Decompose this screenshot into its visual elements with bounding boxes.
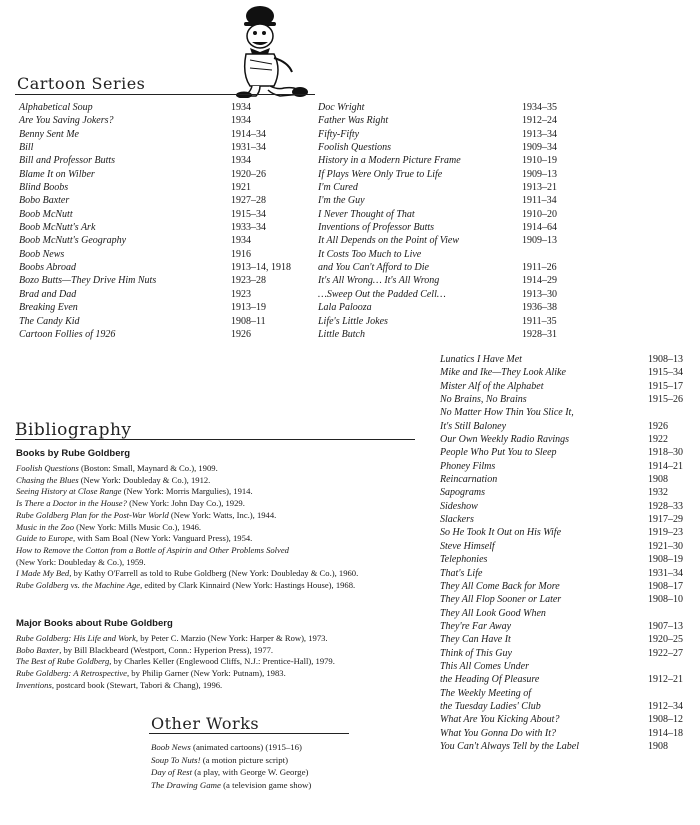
book-title: Day of Rest	[151, 767, 193, 778]
book-details: (animated cartoons) (1915–16)	[190, 742, 302, 752]
series-years: 1914–18	[648, 727, 683, 739]
series-years: 1912–21	[648, 674, 683, 686]
series-item	[318, 101, 574, 114]
series-title: Boob McNutt's Geography	[19, 235, 127, 247]
series-item	[19, 154, 291, 167]
other-work-entry	[151, 766, 311, 779]
book-entry	[16, 568, 358, 580]
series-item	[318, 181, 574, 194]
series-title: I Never Thought of That	[318, 208, 415, 220]
series-item	[19, 288, 291, 301]
series-title: Foolish Questions	[318, 142, 392, 154]
series-item	[440, 633, 690, 646]
series-title: Doc Wright	[318, 102, 365, 113]
series-years: 1934	[231, 235, 251, 247]
series-item	[440, 433, 690, 446]
series-years: 1916	[231, 248, 251, 260]
book-title: Soup To Nuts!	[151, 754, 201, 765]
book-title: Music in the Zoo	[16, 521, 75, 532]
series-title: They All Look Good When They're Far Away	[440, 607, 546, 632]
series-years: 1931–34	[648, 567, 683, 579]
book-details: (New York: Watts, Inc.), 1944.	[168, 509, 277, 520]
series-item	[318, 128, 574, 141]
book-entry	[16, 668, 335, 680]
series-years: 1911–26	[522, 262, 557, 274]
book-title: The Best of Rube Goldberg	[16, 656, 110, 667]
book-details: , by Peter C. Marzio (New York: Harper & Row), 1973.	[135, 633, 328, 643]
series-item	[318, 154, 574, 167]
series-item	[318, 274, 574, 287]
series-item	[440, 406, 690, 433]
series-item	[318, 328, 574, 341]
book-details: , by Philip Garner (New York: Putnam), 1983.	[126, 668, 286, 679]
cartoon-series-column-1	[19, 101, 291, 341]
series-title: Sideshow	[440, 500, 478, 512]
other-works-heading: Other Works	[151, 714, 260, 733]
book-entry	[16, 633, 335, 645]
series-years: 1908–12	[648, 714, 683, 726]
series-years: 1934	[231, 102, 251, 113]
series-item	[19, 168, 291, 181]
book-details: (a play, with George W. George)	[192, 767, 309, 778]
series-item	[19, 101, 291, 114]
series-item	[318, 168, 574, 181]
book-details: (Boston: Small, Maynard & Co.), 1909.	[78, 463, 218, 473]
series-years: 1915–26	[648, 394, 683, 406]
book-entry	[16, 475, 358, 487]
series-title: Bobo Baxter	[19, 195, 70, 207]
series-item	[440, 526, 690, 539]
book-title: The Drawing Game	[151, 779, 221, 790]
series-title: Reincarnation	[440, 474, 498, 486]
series-years: 1927–28	[231, 195, 266, 207]
book-title: Rube Goldberg Plan for the Post-War World	[16, 509, 169, 520]
series-title: No Brains, No Brains	[440, 394, 527, 406]
series-title: They All Flop Sooner or Later	[440, 594, 562, 606]
series-title: Inventions of Professor Butts	[318, 222, 435, 234]
series-years: 1910–20	[522, 208, 557, 220]
series-years: 1915–17	[648, 380, 683, 392]
series-years: 1913–19	[231, 302, 266, 314]
series-years: 1920–25	[648, 634, 683, 646]
book-details: , by Bill Blackbeard (Westport, Conn.: Hyperion Press), 1977.	[59, 644, 274, 655]
cartoon-series-column-3	[440, 353, 690, 753]
series-item	[318, 141, 574, 154]
series-title: Benny Sent Me	[19, 128, 79, 140]
series-years: 1913–21	[522, 182, 557, 194]
other-work-entry	[151, 741, 311, 754]
series-item	[440, 460, 690, 473]
series-item	[19, 234, 291, 247]
series-years: 1914–21	[648, 460, 683, 472]
other-works-rule	[149, 733, 349, 734]
series-item	[440, 446, 690, 459]
series-title: What You Gonna Do with It?	[440, 727, 557, 739]
series-title: Are You Saving Jokers?	[19, 115, 114, 127]
series-item	[440, 593, 690, 606]
series-title: Alphabetical Soup	[19, 102, 93, 113]
series-years: 1913–14, 1918	[231, 262, 291, 274]
cartoon-series-rule	[15, 94, 315, 95]
series-item	[19, 181, 291, 194]
series-title: Father Was Right	[318, 115, 389, 127]
series-years: 1909–13	[522, 168, 557, 180]
book-entry	[16, 463, 358, 475]
bibliography-heading: Bibliography	[15, 420, 132, 440]
book-title: Rube Goldberg: His Life and Work	[16, 633, 136, 643]
series-years: 1934–35	[522, 102, 557, 113]
book-title: Rube Goldberg: A Retrospective	[16, 668, 127, 679]
book-details: (New York: Morris Margulies), 1914.	[121, 486, 253, 497]
series-years: 1928–31	[522, 328, 557, 340]
series-title: Bill and Professor Butts	[19, 155, 116, 167]
series-item	[440, 660, 690, 687]
series-title: Boob McNutt's Ark	[19, 222, 96, 234]
series-title: Blame It on Wilber	[19, 168, 95, 180]
series-title: Slackers	[440, 514, 474, 526]
series-item	[19, 274, 291, 287]
series-item	[19, 328, 291, 341]
series-years: 1928–33	[648, 500, 683, 512]
series-years: 1934	[231, 155, 251, 167]
series-item	[440, 513, 690, 526]
book-entry	[16, 656, 335, 668]
book-details: (a television game show)	[220, 779, 312, 790]
series-years: 1921	[231, 182, 251, 194]
series-title: …Sweep Out the Padded Cell…	[318, 288, 446, 300]
series-title: It's All Wrong… It's All Wrong	[318, 275, 440, 287]
series-years: 1926	[231, 328, 251, 340]
series-title: History in a Modern Picture Frame	[318, 155, 461, 167]
series-title: The Weekly Meeting of the Tuesday Ladies' Club	[440, 687, 541, 712]
series-years: 1918–30	[648, 447, 683, 459]
series-item	[440, 486, 690, 499]
series-years: 1908	[648, 474, 668, 486]
series-title: Fifty-Fifty	[318, 128, 360, 140]
series-years: 1915–34	[648, 367, 683, 379]
series-title: The Candy Kid	[19, 315, 80, 327]
series-title: Think of This Guy	[440, 647, 512, 659]
book-entry	[16, 486, 358, 498]
book-title: Rube Goldberg vs. the Machine Age	[16, 580, 141, 591]
books-about-list	[16, 633, 335, 692]
series-title: Mister Alf of the Alphabet	[440, 380, 544, 392]
series-item	[318, 234, 574, 247]
book-details: , postcard book (Stewart, Tabori & Chang), 1996.	[51, 679, 223, 690]
book-title: Boob News	[151, 742, 191, 752]
series-title: They All Come Back for More	[440, 580, 560, 592]
series-years: 1923–28	[231, 275, 266, 287]
series-item	[440, 473, 690, 486]
book-entry	[16, 510, 358, 522]
book-entry	[16, 645, 335, 657]
series-years: 1908–10	[648, 594, 683, 606]
series-item	[19, 261, 291, 274]
series-years: 1920–26	[231, 168, 266, 180]
series-item	[440, 713, 690, 726]
series-years: 1914–34	[231, 128, 266, 140]
series-title: Little Butch	[318, 328, 365, 340]
series-years: 1917–29	[648, 514, 683, 526]
series-title: Lunatics I Have Met	[440, 354, 522, 365]
book-details: (New York: Mills Music Co.), 1946.	[74, 521, 202, 532]
series-title: I'm Cured	[318, 182, 358, 194]
book-title: Is There a Doctor in the House?	[16, 498, 127, 509]
series-years: 1922	[648, 434, 668, 446]
series-item	[318, 315, 574, 328]
series-item	[318, 114, 574, 127]
series-years: 1934	[231, 115, 251, 127]
series-item	[440, 540, 690, 553]
series-title: Our Own Weekly Radio Ravings	[440, 434, 570, 446]
series-years: 1911–35	[522, 315, 557, 327]
series-item	[19, 248, 291, 261]
series-years: 1912–24	[522, 115, 557, 127]
books-about-heading: Major Books about Rube Goldberg	[16, 618, 173, 629]
series-years: 1915–34	[231, 208, 266, 220]
series-title: Phoney Films	[440, 460, 496, 472]
series-years: 1921–30	[648, 540, 683, 552]
book-title: Seeing History at Close Range	[16, 486, 122, 497]
book-details: , with Sam Boal (New York: Vanguard Press), 1954.	[72, 533, 253, 544]
book-details: (New York: John Day Co.), 1929.	[126, 498, 245, 509]
series-years: 1922–27	[648, 647, 683, 659]
series-item	[440, 366, 690, 379]
book-details: , by Kathy O'Farrell as told to Rube Goldberg (New York: Doubleday & Co.), 1960.	[69, 568, 359, 579]
other-work-entry	[151, 779, 311, 792]
book-entry	[16, 580, 358, 592]
series-years: 1910–19	[522, 155, 557, 167]
book-title: Guide to Europe	[16, 533, 73, 544]
books-by-list	[16, 463, 358, 592]
other-works-list	[151, 741, 311, 791]
series-item	[440, 553, 690, 566]
book-entry	[16, 680, 335, 692]
series-title: Steve Himself	[440, 540, 495, 552]
book-entry	[16, 533, 358, 545]
series-title: It Costs Too Much to Live and You Can't Afford to Die	[318, 248, 429, 274]
series-title: Cartoon Follies of 1926	[19, 328, 116, 340]
series-years: 1909–13	[522, 235, 557, 247]
series-years: 1914–29	[522, 275, 557, 287]
series-title: What Are You Kicking About?	[440, 714, 560, 726]
series-title: Boobs Abroad	[19, 262, 76, 274]
series-title: If Plays Were Only True to Life	[318, 168, 443, 180]
series-years: 1932	[648, 487, 668, 499]
cartoon-series-column-2	[318, 101, 574, 341]
book-details: (New York: Doubleday & Co.), 1912.	[78, 474, 211, 485]
series-years: 1908	[648, 740, 668, 752]
series-title: This All Comes Under the Heading Of Pleasure	[440, 660, 540, 686]
series-item	[440, 500, 690, 513]
series-title: Life's Little Jokes	[318, 315, 388, 327]
series-item	[318, 194, 574, 207]
book-details: (a motion picture script)	[200, 754, 289, 765]
series-item	[440, 393, 690, 406]
book-title: Chasing the Blues	[16, 474, 79, 485]
book-title: Inventions	[16, 679, 52, 690]
bibliography-rule	[15, 439, 415, 440]
book-entry	[16, 545, 358, 557]
series-item	[19, 221, 291, 234]
series-item	[318, 248, 574, 275]
book-title: How to Remove the Cotton from a Bottle of Aspirin and Other Problems Solved	[16, 544, 289, 555]
series-item	[19, 301, 291, 314]
series-item	[440, 647, 690, 660]
book-entry	[16, 522, 358, 534]
series-years: 1919–23	[648, 527, 683, 539]
book-details: (New York: Doubleday & Co.), 1959.	[16, 556, 146, 567]
series-item	[318, 288, 574, 301]
series-title: It All Depends on the Point of View	[318, 235, 459, 247]
book-title: Foolish Questions	[16, 463, 79, 473]
book-title: Bobo Baxter	[16, 644, 60, 655]
series-item	[19, 208, 291, 221]
series-title: Mike and Ike—They Look Alike	[440, 367, 566, 379]
cartoon-character-illustration	[222, 4, 314, 98]
series-title: Boob McNutt	[19, 208, 73, 220]
series-title: Blind Boobs	[19, 182, 69, 194]
book-entry	[16, 557, 358, 569]
series-years: 1908–13	[648, 354, 683, 365]
series-years: 1908–11	[231, 315, 266, 327]
series-title: That's Life	[440, 567, 483, 579]
book-title: I Made My Bed	[16, 568, 70, 579]
other-work-entry	[151, 754, 311, 767]
series-years: 1907–13	[648, 620, 683, 632]
series-title: Boob News	[19, 248, 65, 260]
series-item	[318, 208, 574, 221]
series-item	[19, 194, 291, 207]
series-years: 1931–34	[231, 142, 266, 154]
series-years: 1936–38	[522, 302, 557, 314]
series-years: 1909–34	[522, 142, 557, 154]
series-item	[440, 380, 690, 393]
series-title: You Can't Always Tell by the Label	[440, 740, 580, 752]
series-years: 1913–34	[522, 128, 557, 140]
series-title: Telephonies	[440, 554, 488, 566]
series-years: 1908–19	[648, 554, 683, 566]
series-item	[440, 580, 690, 593]
series-title: They Can Have It	[440, 634, 511, 646]
series-item	[440, 607, 690, 634]
cartoon-series-heading: Cartoon Series	[17, 74, 146, 93]
series-years: 1912–34	[648, 700, 683, 712]
series-title: Sapograms	[440, 487, 486, 499]
series-item	[440, 567, 690, 580]
series-years: 1914–64	[522, 222, 557, 234]
series-title: Lala Palooza	[318, 302, 372, 314]
series-title: I'm the Guy	[318, 195, 365, 207]
book-details: , edited by Clark Kinnaird (New York: Hastings House), 1968.	[140, 580, 356, 591]
series-title: Brad and Dad	[19, 288, 77, 300]
series-years: 1913–30	[522, 288, 557, 300]
series-title: So He Took It Out on His Wife	[440, 527, 562, 539]
series-item	[318, 221, 574, 234]
series-years: 1908–17	[648, 580, 683, 592]
book-details: , by Charles Keller (Englewood Cliffs, N.J.: Prentice-Hall), 1979.	[109, 656, 335, 667]
series-item	[19, 141, 291, 154]
series-years: 1923	[231, 288, 251, 300]
series-title: Bill	[19, 142, 34, 154]
series-years: 1911–34	[522, 195, 557, 207]
series-item	[440, 740, 690, 753]
series-title: No Matter How Thin You Slice It, It's Still Baloney	[440, 407, 574, 432]
series-item	[440, 727, 690, 740]
series-years: 1926	[648, 420, 668, 432]
books-by-heading: Books by Rube Goldberg	[16, 448, 131, 459]
series-item	[19, 114, 291, 127]
series-item	[440, 687, 690, 714]
series-item	[440, 353, 690, 366]
series-title: Bozo Butts—They Drive Him Nuts	[19, 275, 157, 287]
series-years: 1933–34	[231, 222, 266, 234]
series-item	[318, 301, 574, 314]
series-item	[19, 315, 291, 328]
series-title: Breaking Even	[19, 302, 78, 314]
series-title: People Who Put You to Sleep	[440, 447, 557, 459]
book-entry	[16, 498, 358, 510]
series-item	[19, 128, 291, 141]
